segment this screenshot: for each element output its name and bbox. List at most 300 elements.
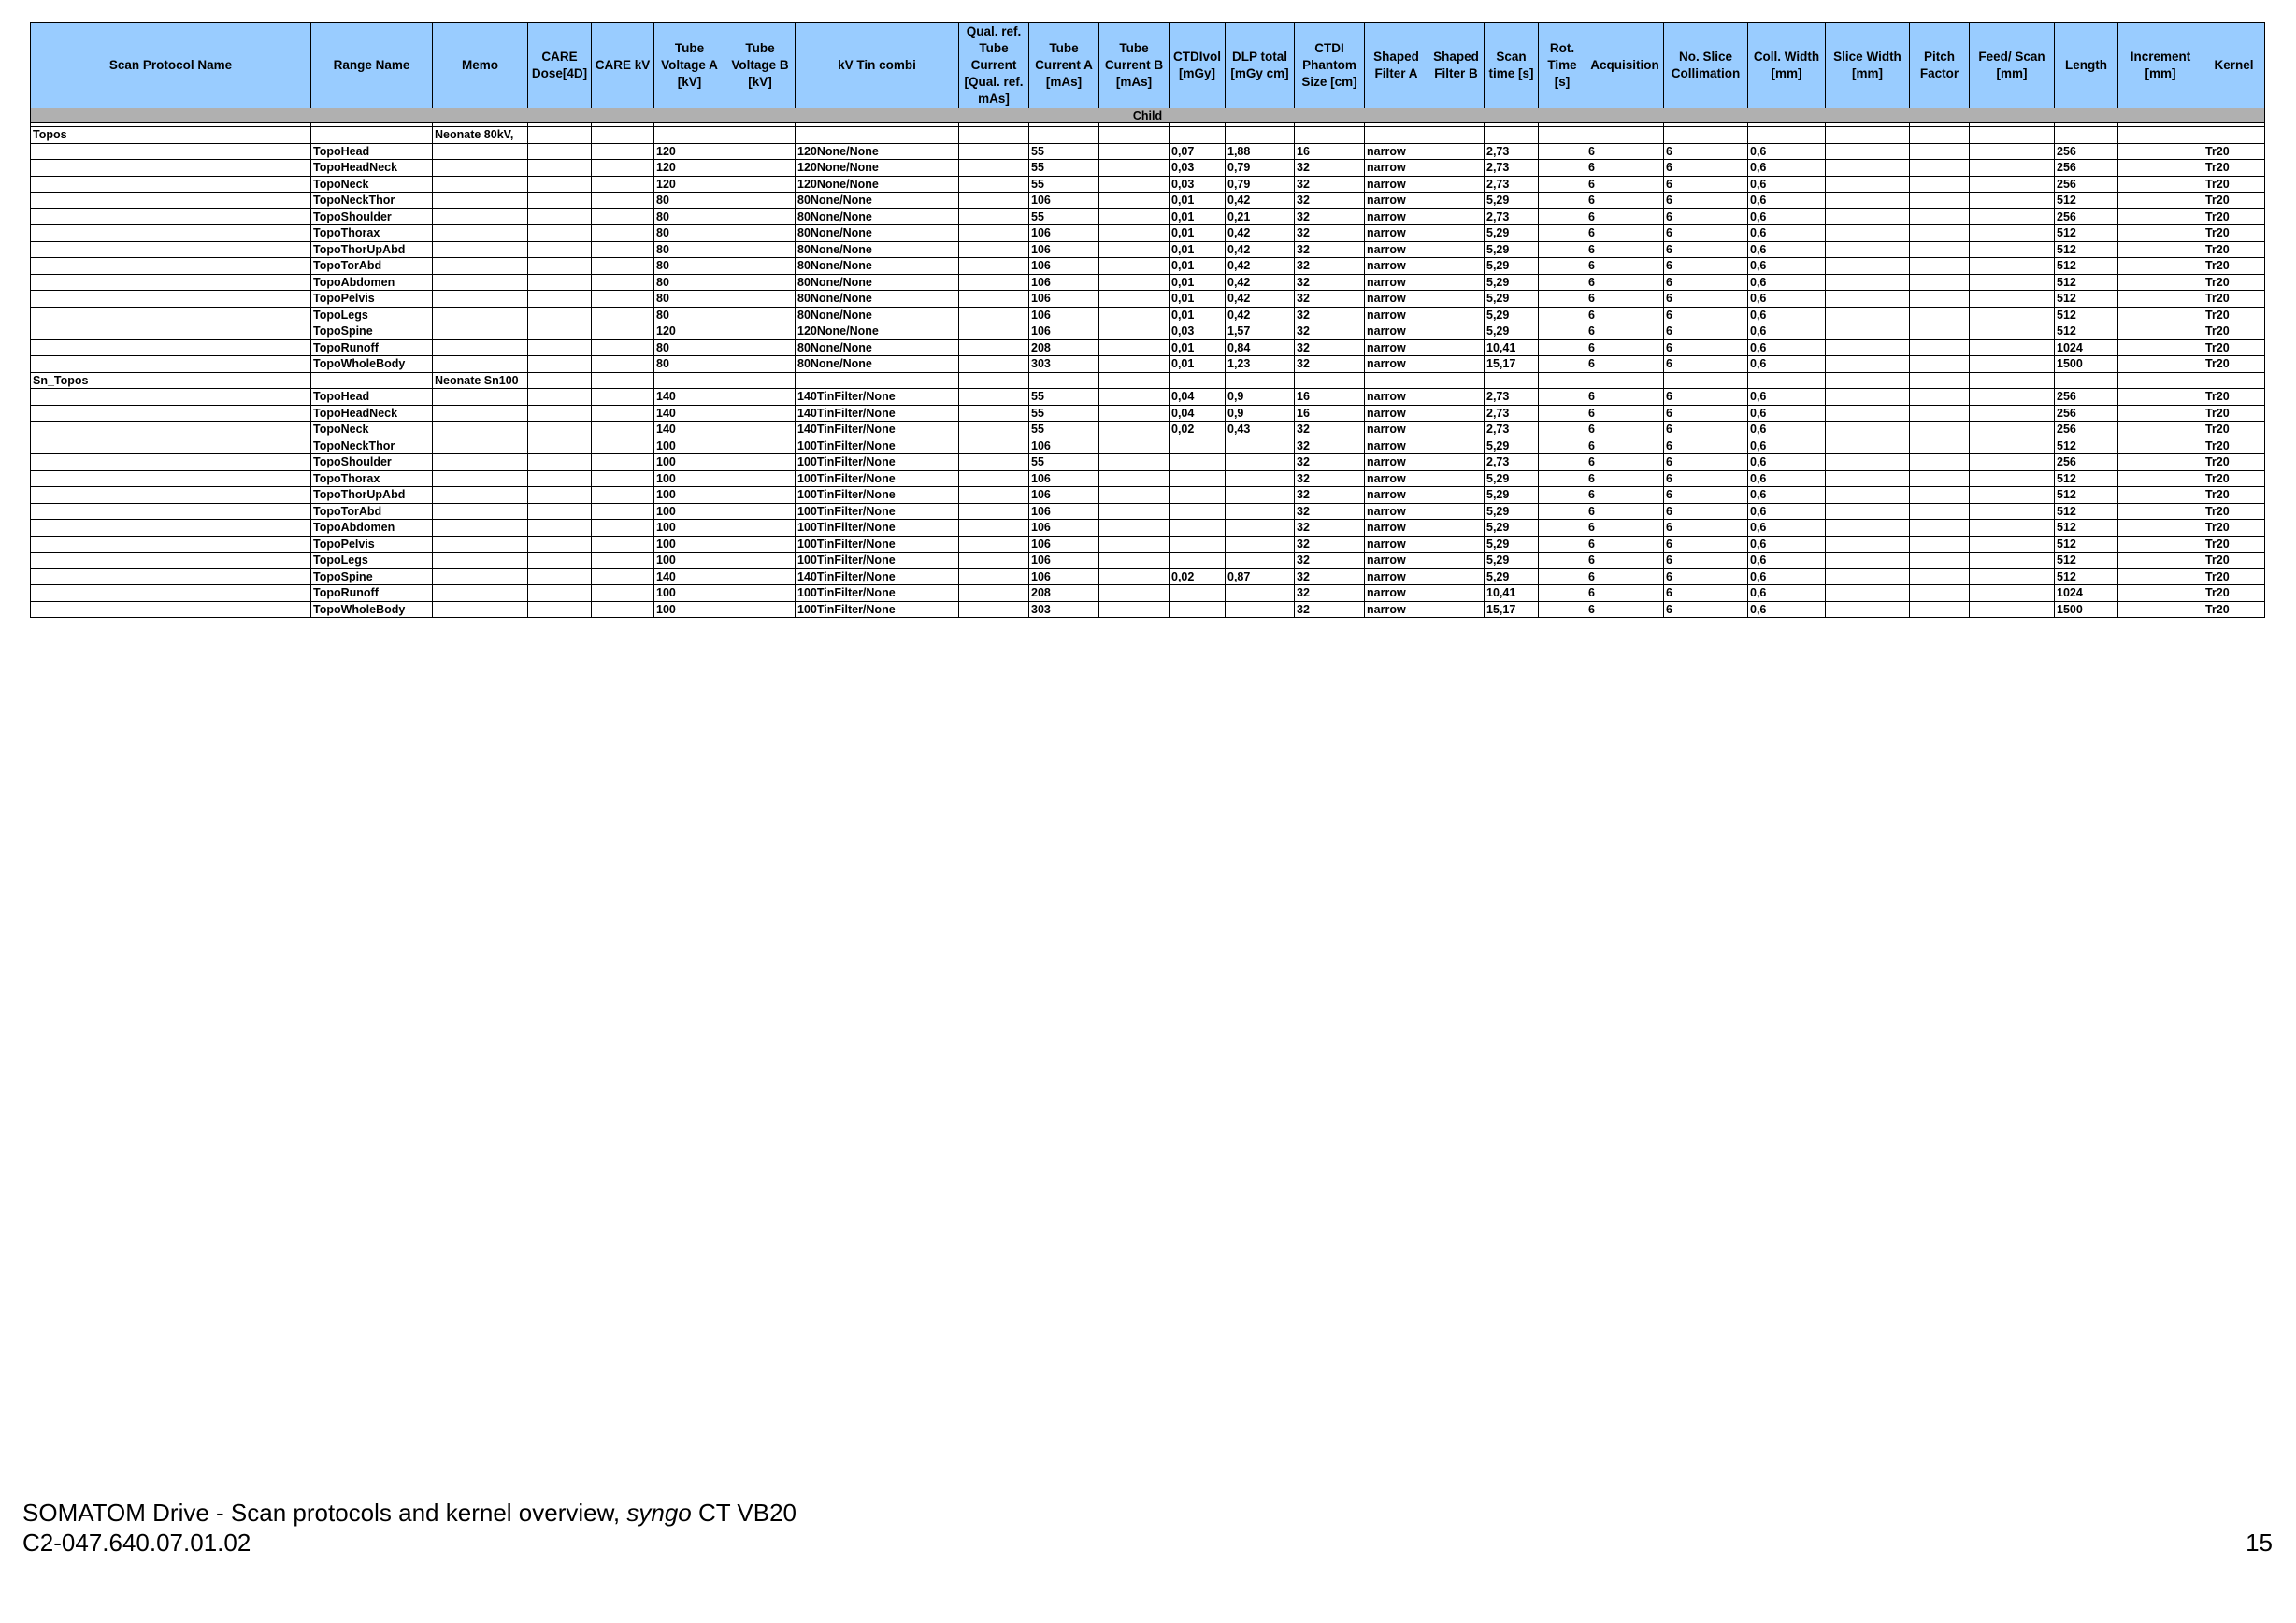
cell-acq: 6 <box>1586 339 1664 356</box>
table-cell <box>1826 454 1910 471</box>
table-cell <box>31 160 311 177</box>
table-cell <box>959 193 1029 209</box>
table-cell <box>528 258 592 275</box>
cell-kernel: Tr20 <box>2203 520 2265 537</box>
cell-phantom: 32 <box>1295 176 1365 193</box>
table-cell <box>1428 241 1485 258</box>
table-cell <box>592 160 654 177</box>
cell-ctdi: 0,01 <box>1170 274 1226 291</box>
table-cell <box>528 193 592 209</box>
table-cell <box>1428 225 1485 242</box>
cell-length: 512 <box>2055 323 2118 340</box>
table-row <box>31 274 2265 291</box>
cell-phantom: 32 <box>1295 520 1365 537</box>
cell-slices: 6 <box>1664 241 1748 258</box>
cell-acq: 6 <box>1586 291 1664 308</box>
cell-length: 256 <box>2055 454 2118 471</box>
cell-kv-a: 80 <box>654 291 725 308</box>
table-cell <box>1970 454 2055 471</box>
cell-kv-tin: 80None/None <box>796 193 959 209</box>
cell-length: 256 <box>2055 143 2118 160</box>
table-cell <box>1970 160 2055 177</box>
column-header: Scan time [s] <box>1485 23 1539 108</box>
cell-filter-a: narrow <box>1365 405 1428 422</box>
cell-ctdi <box>1170 454 1226 471</box>
table-cell <box>1099 454 1170 471</box>
cell-filter-a: narrow <box>1365 585 1428 602</box>
table-cell <box>1539 208 1586 225</box>
cell-filter-a: narrow <box>1365 470 1428 487</box>
table-cell <box>1970 568 2055 585</box>
cell-filter-a: narrow <box>1365 487 1428 504</box>
cell-filter-a: narrow <box>1365 160 1428 177</box>
table-cell <box>528 536 592 553</box>
cell-range: TopoHeadNeck <box>311 405 433 422</box>
table-cell <box>592 356 654 373</box>
cell-filter-a: narrow <box>1365 323 1428 340</box>
cell-kernel: Tr20 <box>2203 291 2265 308</box>
table-cell <box>959 143 1029 160</box>
cell-phantom: 32 <box>1295 323 1365 340</box>
cell-kv-tin: 80None/None <box>796 307 959 323</box>
table-cell <box>1970 274 2055 291</box>
table-cell <box>1970 487 2055 504</box>
cell-mas-a: 106 <box>1029 536 1099 553</box>
cell-ctdi: 0,03 <box>1170 176 1226 193</box>
table-cell <box>1910 258 1970 275</box>
table-cell <box>1826 520 1910 537</box>
table-cell <box>1748 127 1826 144</box>
cell-coll: 0,6 <box>1748 274 1826 291</box>
cell-range: TopoAbdomen <box>311 520 433 537</box>
table-cell <box>433 601 528 618</box>
cell-slices: 6 <box>1664 176 1748 193</box>
cell-kernel: Tr20 <box>2203 143 2265 160</box>
cell-filter-a: narrow <box>1365 193 1428 209</box>
table-cell <box>1099 520 1170 537</box>
table-cell <box>959 536 1029 553</box>
cell-acq: 6 <box>1586 208 1664 225</box>
scan-protocol-table <box>30 22 2265 618</box>
cell-dlp: 0,84 <box>1226 339 1295 356</box>
cell-phantom: 16 <box>1295 405 1365 422</box>
table-cell <box>1970 372 2055 389</box>
table-cell <box>31 568 311 585</box>
cell-phantom: 32 <box>1295 291 1365 308</box>
table-cell <box>1910 323 1970 340</box>
cell-slices: 6 <box>1664 274 1748 291</box>
table-cell <box>433 503 528 520</box>
cell-coll: 0,6 <box>1748 503 1826 520</box>
cell-kernel: Tr20 <box>2203 307 2265 323</box>
table-cell <box>1428 127 1485 144</box>
table-cell <box>725 258 796 275</box>
cell-kv-tin: 100TinFilter/None <box>796 487 959 504</box>
cell-slices: 6 <box>1664 553 1748 569</box>
table-cell <box>592 389 654 406</box>
cell-mas-a: 106 <box>1029 225 1099 242</box>
table-cell <box>31 405 311 422</box>
cell-phantom: 32 <box>1295 339 1365 356</box>
cell-kv-a: 120 <box>654 323 725 340</box>
cell-scan-time: 2,73 <box>1485 143 1539 160</box>
table-cell <box>1910 405 1970 422</box>
cell-scan-time: 5,29 <box>1485 503 1539 520</box>
table-cell <box>959 356 1029 373</box>
cell-dlp: 0,79 <box>1226 176 1295 193</box>
cell-phantom: 32 <box>1295 274 1365 291</box>
cell-kv-a: 80 <box>654 356 725 373</box>
table-cell <box>433 193 528 209</box>
cell-scan-time: 2,73 <box>1485 422 1539 438</box>
table-cell <box>2118 291 2203 308</box>
cell-mas-a: 208 <box>1029 339 1099 356</box>
cell-ctdi: 0,01 <box>1170 241 1226 258</box>
cell-kernel: Tr20 <box>2203 601 2265 618</box>
cell-acq: 6 <box>1586 553 1664 569</box>
table-cell <box>433 160 528 177</box>
cell-mas-a: 303 <box>1029 601 1099 618</box>
cell-acq: 6 <box>1586 274 1664 291</box>
table-cell <box>959 176 1029 193</box>
cell-kernel: Tr20 <box>2203 405 2265 422</box>
table-cell <box>31 389 311 406</box>
table-cell <box>1099 208 1170 225</box>
document-number: C2-047.640.07.01.02 <box>22 1529 251 1557</box>
table-cell <box>31 454 311 471</box>
table-cell <box>1910 274 1970 291</box>
table-cell <box>1910 208 1970 225</box>
cell-kv-a: 80 <box>654 274 725 291</box>
cell-range: TopoRunoff <box>311 585 433 602</box>
cell-phantom: 32 <box>1295 422 1365 438</box>
table-cell <box>1910 193 1970 209</box>
cell-filter-a: narrow <box>1365 274 1428 291</box>
column-header: Tube Current B [mAs] <box>1099 23 1170 108</box>
table-cell <box>433 274 528 291</box>
cell-phantom: 32 <box>1295 241 1365 258</box>
table-cell <box>725 454 796 471</box>
table-cell <box>433 225 528 242</box>
table-cell <box>592 422 654 438</box>
cell-phantom: 32 <box>1295 487 1365 504</box>
cell-kv-a: 120 <box>654 160 725 177</box>
cell-range: TopoNeckThor <box>311 193 433 209</box>
table-cell <box>31 143 311 160</box>
cell-mas-a: 106 <box>1029 470 1099 487</box>
cell-phantom: 32 <box>1295 193 1365 209</box>
cell-range: TopoLegs <box>311 553 433 569</box>
cell-ctdi: 0,02 <box>1170 568 1226 585</box>
cell-mas-a: 55 <box>1029 160 1099 177</box>
table-cell <box>2118 438 2203 454</box>
cell-coll: 0,6 <box>1748 225 1826 242</box>
table-cell <box>2118 127 2203 144</box>
table-cell <box>1029 372 1099 389</box>
cell-kv-a: 80 <box>654 208 725 225</box>
table-cell <box>433 323 528 340</box>
cell-mas-a: 55 <box>1029 208 1099 225</box>
cell-length: 512 <box>2055 291 2118 308</box>
cell-slices: 6 <box>1664 291 1748 308</box>
table-cell <box>1428 601 1485 618</box>
table-cell <box>1910 127 1970 144</box>
table-cell <box>1539 389 1586 406</box>
cell-acq: 6 <box>1586 520 1664 537</box>
table-cell <box>311 372 433 389</box>
table-cell <box>725 143 796 160</box>
cell-kv-a: 100 <box>654 503 725 520</box>
table-cell <box>959 339 1029 356</box>
cell-kv-a: 120 <box>654 176 725 193</box>
cell-mas-a: 55 <box>1029 389 1099 406</box>
cell-range: TopoAbdomen <box>311 274 433 291</box>
cell-slices: 6 <box>1664 356 1748 373</box>
cell-kernel: Tr20 <box>2203 176 2265 193</box>
cell-phantom: 32 <box>1295 553 1365 569</box>
cell-mas-a: 106 <box>1029 274 1099 291</box>
table-cell <box>1539 438 1586 454</box>
table-cell <box>592 487 654 504</box>
cell-length: 256 <box>2055 176 2118 193</box>
table-cell <box>1910 356 1970 373</box>
table-cell <box>528 568 592 585</box>
table-cell <box>1428 405 1485 422</box>
cell-length: 512 <box>2055 438 2118 454</box>
cell-dlp <box>1226 438 1295 454</box>
column-header: Rot. Time [s] <box>1539 23 1586 108</box>
table-cell <box>959 389 1029 406</box>
table-row <box>31 208 2265 225</box>
cell-slices: 6 <box>1664 339 1748 356</box>
table-cell <box>1099 143 1170 160</box>
cell-kv-a: 100 <box>654 601 725 618</box>
table-cell <box>592 553 654 569</box>
cell-range: TopoNeck <box>311 422 433 438</box>
table-cell <box>1826 323 1910 340</box>
cell-slices: 6 <box>1664 487 1748 504</box>
cell-coll: 0,6 <box>1748 258 1826 275</box>
table-cell <box>31 520 311 537</box>
cell-slices: 6 <box>1664 225 1748 242</box>
table-cell <box>528 487 592 504</box>
table-cell <box>1428 291 1485 308</box>
table-cell <box>528 291 592 308</box>
table-cell <box>528 454 592 471</box>
table-cell <box>528 438 592 454</box>
cell-kv-tin: 100TinFilter/None <box>796 470 959 487</box>
table-cell <box>1970 339 2055 356</box>
cell-dlp <box>1226 601 1295 618</box>
cell-kernel: Tr20 <box>2203 160 2265 177</box>
cell-dlp: 0,42 <box>1226 241 1295 258</box>
cell-phantom: 32 <box>1295 225 1365 242</box>
table-cell <box>528 160 592 177</box>
table-cell <box>2118 503 2203 520</box>
table-cell <box>433 208 528 225</box>
table-row <box>31 520 2265 537</box>
cell-scan-time: 5,29 <box>1485 193 1539 209</box>
table-cell <box>1539 601 1586 618</box>
cell-scan-time: 15,17 <box>1485 356 1539 373</box>
cell-ctdi: 0,01 <box>1170 291 1226 308</box>
document-title-suffix: CT VB20 <box>691 1499 797 1527</box>
table-cell <box>1539 568 1586 585</box>
cell-dlp: 0,21 <box>1226 208 1295 225</box>
cell-length: 512 <box>2055 225 2118 242</box>
table-cell <box>31 323 311 340</box>
cell-coll: 0,6 <box>1748 291 1826 308</box>
cell-dlp: 0,42 <box>1226 258 1295 275</box>
cell-dlp <box>1226 585 1295 602</box>
table-row <box>31 241 2265 258</box>
table-cell <box>725 601 796 618</box>
table-cell <box>1970 553 2055 569</box>
table-cell <box>2118 225 2203 242</box>
table-cell <box>1748 372 1826 389</box>
cell-slices: 6 <box>1664 536 1748 553</box>
table-cell <box>1910 422 1970 438</box>
cell-length: 256 <box>2055 422 2118 438</box>
cell-kernel: Tr20 <box>2203 339 2265 356</box>
table-cell <box>31 470 311 487</box>
cell-ctdi: 0,01 <box>1170 258 1226 275</box>
table-cell <box>31 291 311 308</box>
cell-range: TopoHead <box>311 389 433 406</box>
cell-coll: 0,6 <box>1748 208 1826 225</box>
table-cell <box>31 339 311 356</box>
column-header: CARE Dose[4D] <box>528 23 592 108</box>
document-footer <box>22 1498 796 1558</box>
table-cell <box>1539 422 1586 438</box>
cell-kv-tin: 100TinFilter/None <box>796 438 959 454</box>
table-cell <box>31 258 311 275</box>
table-cell <box>1910 520 1970 537</box>
cell-phantom: 32 <box>1295 454 1365 471</box>
table-cell <box>725 487 796 504</box>
cell-range: TopoSpine <box>311 323 433 340</box>
table-cell <box>592 372 654 389</box>
table-cell <box>1099 193 1170 209</box>
table-cell <box>31 487 311 504</box>
cell-ctdi <box>1170 503 1226 520</box>
table-cell <box>1539 405 1586 422</box>
cell-filter-a: narrow <box>1365 422 1428 438</box>
cell-scan-time: 2,73 <box>1485 160 1539 177</box>
table-cell <box>1539 143 1586 160</box>
cell-length: 1024 <box>2055 585 2118 602</box>
table-cell <box>1428 470 1485 487</box>
table-cell <box>433 405 528 422</box>
cell-phantom: 16 <box>1295 389 1365 406</box>
cell-phantom: 32 <box>1295 307 1365 323</box>
cell-kernel: Tr20 <box>2203 258 2265 275</box>
table-row <box>31 258 2265 275</box>
cell-length: 512 <box>2055 274 2118 291</box>
cell-slices: 6 <box>1664 389 1748 406</box>
table-cell <box>528 601 592 618</box>
table-cell <box>528 241 592 258</box>
cell-slices: 6 <box>1664 160 1748 177</box>
table-cell <box>1428 422 1485 438</box>
cell-kv-tin: 120None/None <box>796 143 959 160</box>
cell-coll: 0,6 <box>1748 585 1826 602</box>
table-cell <box>1428 356 1485 373</box>
cell-dlp: 0,42 <box>1226 225 1295 242</box>
table-cell <box>433 258 528 275</box>
cell-mas-a: 55 <box>1029 405 1099 422</box>
cell-range: TopoThorUpAbd <box>311 241 433 258</box>
cell-scan-time: 5,29 <box>1485 258 1539 275</box>
cell-coll: 0,6 <box>1748 601 1826 618</box>
table-cell <box>2118 372 2203 389</box>
table-cell <box>1826 568 1910 585</box>
table-cell <box>1826 422 1910 438</box>
cell-coll: 0,6 <box>1748 520 1826 537</box>
cell-range: TopoThorax <box>311 470 433 487</box>
table-cell <box>2118 193 2203 209</box>
table-row <box>31 225 2265 242</box>
cell-mas-a: 303 <box>1029 356 1099 373</box>
cell-kernel: Tr20 <box>2203 241 2265 258</box>
cell-kv-tin: 120None/None <box>796 323 959 340</box>
cell-phantom: 32 <box>1295 601 1365 618</box>
table-cell <box>31 176 311 193</box>
table-cell <box>592 339 654 356</box>
table-cell <box>725 520 796 537</box>
cell-length: 512 <box>2055 487 2118 504</box>
table-cell <box>1826 176 1910 193</box>
cell-length: 512 <box>2055 520 2118 537</box>
cell-scan-time: 10,41 <box>1485 585 1539 602</box>
cell-kv-a: 100 <box>654 438 725 454</box>
column-header: CARE kV <box>592 23 654 108</box>
cell-range: TopoWholeBody <box>311 601 433 618</box>
table-cell <box>528 585 592 602</box>
table-cell <box>725 160 796 177</box>
cell-filter-a: narrow <box>1365 225 1428 242</box>
table-cell <box>528 176 592 193</box>
table-cell <box>1586 127 1664 144</box>
table-cell <box>1226 127 1295 144</box>
cell-ctdi: 0,01 <box>1170 225 1226 242</box>
table-row <box>31 176 2265 193</box>
cell-ctdi <box>1170 601 1226 618</box>
table-cell <box>1910 585 1970 602</box>
table-cell <box>1664 372 1748 389</box>
cell-slices: 6 <box>1664 438 1748 454</box>
column-header: Coll. Width [mm] <box>1748 23 1826 108</box>
cell-phantom: 32 <box>1295 160 1365 177</box>
table-cell <box>1910 225 1970 242</box>
table-row <box>31 536 2265 553</box>
table-cell <box>2118 274 2203 291</box>
cell-kernel: Tr20 <box>2203 422 2265 438</box>
table-cell <box>592 225 654 242</box>
table-cell <box>1970 208 2055 225</box>
table-cell <box>1910 291 1970 308</box>
cell-filter-a: narrow <box>1365 389 1428 406</box>
table-cell <box>959 553 1029 569</box>
table-cell <box>2118 553 2203 569</box>
table-cell <box>2118 339 2203 356</box>
table-cell <box>725 422 796 438</box>
table-cell <box>725 503 796 520</box>
table-cell <box>31 422 311 438</box>
table-cell <box>31 225 311 242</box>
table-cell <box>1826 274 1910 291</box>
table-cell <box>592 503 654 520</box>
